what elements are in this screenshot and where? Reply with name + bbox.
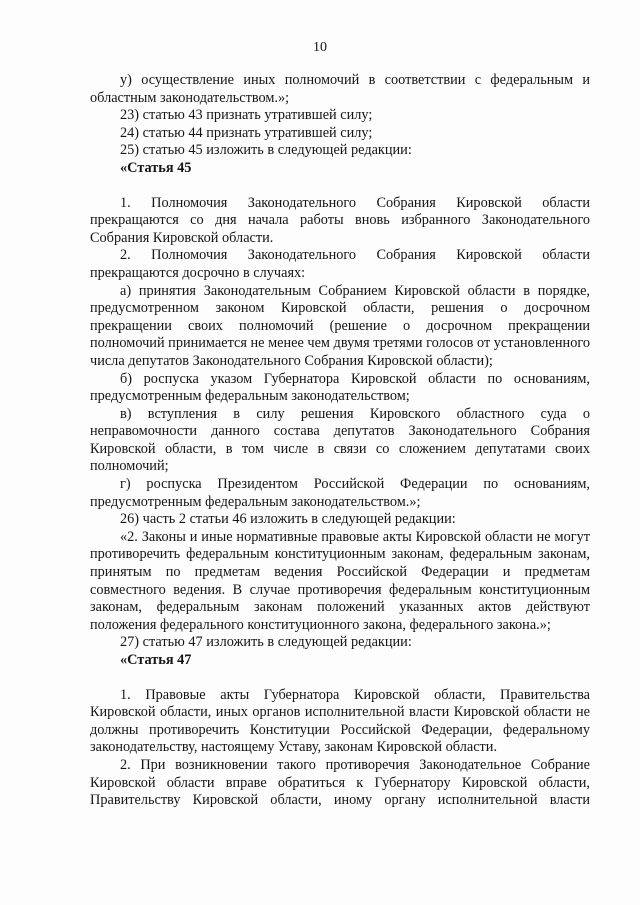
paragraph-item-26: 26) часть 2 статьи 46 изложить в следующей редакции: — [120, 511, 456, 528]
paragraph-item-27: 27) статью 47 изложить в следующей редакции: — [120, 634, 412, 651]
article-45-item-v: в) вступления в силу решения Кировского областного суда о неправомочности данного состава депутатов Законодательного Собрания Кировской области, в том числе в связи со сложением депутатами своих полномочий; — [90, 405, 590, 475]
article-45-part-1: 1. Полномочия Законодательного Собрания Кировской области прекращаются со дня начала работы вновь избранного Законодательного Собрания Кировской области. — [90, 194, 590, 246]
paragraph-item-25: 25) статью 45 изложить в следующей редакции: — [120, 142, 412, 159]
paragraph-item-23: 23) статью 43 признать утратившей силу; — [120, 107, 373, 124]
article-47-part-2: 2. При возникновении такого противоречия Законодательное Собрание Кировской области вправе обратиться к Губернатору Кировской области, Правительству Кировской области, иному органу исполнительной власти — [90, 756, 590, 809]
article-45-part-2: 2. Полномочия Законодательного Собрания Кировской области прекращаются досрочно в случаях: — [90, 247, 590, 281]
article-45-item-b: б) роспуска указом Губернатора Кировской области по основаниям, предусмотренным федеральным законодательством; — [90, 370, 590, 405]
page-number: 10 — [313, 40, 327, 55]
paragraph-item-24: 24) статью 44 признать утратившей силу; — [120, 124, 373, 141]
spacer — [90, 178, 590, 195]
article-47-heading: «Статья 47 — [120, 652, 192, 668]
article-47-part-1: 1. Правовые акты Губернатора Кировской области, Правительства Кировской области, иных органов исполнительной власти Кировской области не должны противоречить Конституции Российской Федерации, федеральному законодательству, настоящему Уставу, законам Кировской области. — [90, 686, 590, 756]
article-45-item-g: г) роспуска Президентом Российской Федерации по основаниям, предусмотренным федеральным законодательством.»; — [90, 476, 590, 510]
paragraph-item-u: у) осуществление иных полномочий в соответствии с федеральным и областным законодательством.»; — [90, 72, 590, 106]
article-45-item-a: а) принятия Законодательным Собранием Кировской области в порядке, предусмотренном законом Кировской области, решения о досрочном прекращении своих полномочий (решение о досрочном прекращении полномочий принимается не менее чем двумя третями голосов от установленного числа депутатов Законодательного Собрания Кировской области); — [90, 282, 590, 369]
spacer — [90, 670, 590, 687]
article-46-part-2: «2. Законы и иные нормативные правовые акты Кировской области не могут противоречить федеральным конституционным законам, федеральным законам, принятым по предметам ведения Российской Федерации и предметам совместного ведения. В случае противоречия федеральным конституционным законам, федеральным законам положений указанных актов действуют положения федерального конституционного закона, федерального закона.»; — [90, 528, 590, 633]
article-45-heading: «Статья 45 — [120, 159, 192, 176]
document-body — [90, 72, 590, 810]
